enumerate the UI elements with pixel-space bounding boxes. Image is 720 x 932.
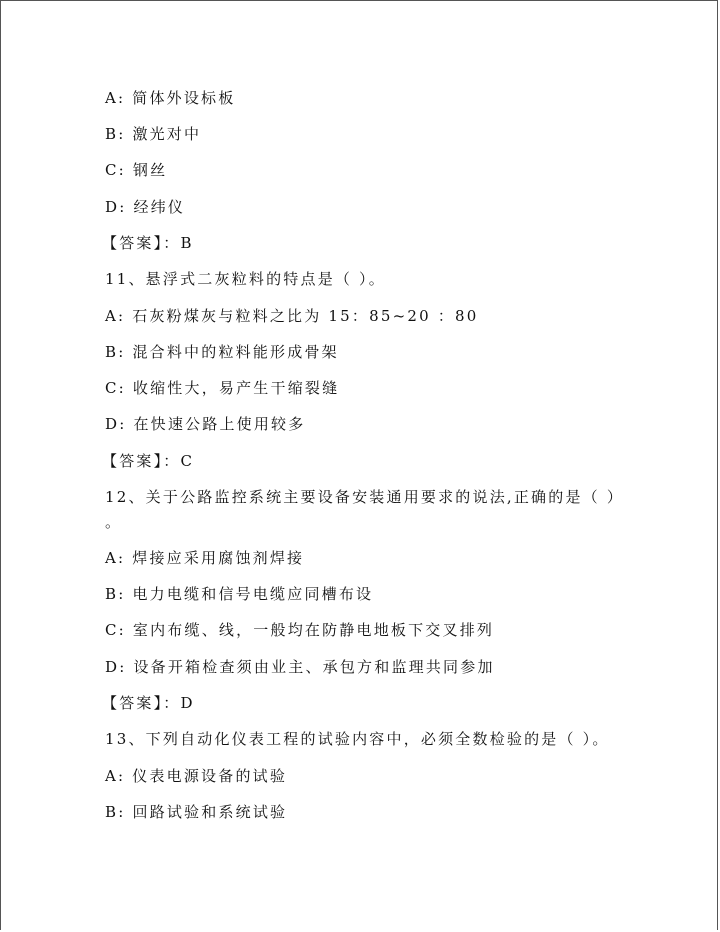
q12-option-c: C: 室内布缆、线，一般均在防静电地板下交叉排列 bbox=[105, 621, 495, 639]
q11-question: 11、悬浮式二灰粒料的特点是（ ）。 bbox=[105, 270, 386, 288]
q10-option-b: B: 激光对中 bbox=[105, 125, 202, 143]
q11-option-a: A: 石灰粉煤灰与粒料之比为 15：85~20 ：80 bbox=[105, 307, 479, 325]
q10-answer: 【答案】：B bbox=[102, 234, 194, 252]
q11-option-b: B: 混合料中的粒料能形成骨架 bbox=[105, 343, 339, 361]
q12-question-continuation: 。 bbox=[105, 513, 123, 531]
q11-answer: 【答案】：C bbox=[102, 452, 195, 470]
q13-question: 13、下列自动化仪表工程的试验内容中，必须全数检验的是（ ）。 bbox=[105, 730, 610, 748]
q12-option-b: B: 电力电缆和信号电缆应同槽布设 bbox=[105, 585, 374, 603]
q10-option-d: D: 经纬仪 bbox=[105, 198, 186, 216]
q11-option-d: D: 在快速公路上使用较多 bbox=[105, 415, 306, 433]
q13-option-b: B: 回路试验和系统试验 bbox=[105, 803, 288, 821]
q12-option-a: A: 焊接应采用腐蚀剂焊接 bbox=[105, 549, 305, 567]
q10-option-a: A: 简体外设标板 bbox=[105, 89, 236, 107]
q12-question: 12、关于公路监控系统主要设备安装通用要求的说法,正确的是（ ） bbox=[105, 488, 625, 506]
q11-option-c: C: 收缩性大，易产生干缩裂缝 bbox=[105, 379, 340, 397]
q12-option-d: D: 设备开箱检查须由业主、承包方和监理共同参加 bbox=[105, 658, 495, 676]
q13-option-a: A: 仪表电源设备的试验 bbox=[105, 767, 288, 785]
q10-option-c: C: 钢丝 bbox=[105, 161, 168, 179]
q12-answer: 【答案】：D bbox=[102, 694, 195, 712]
